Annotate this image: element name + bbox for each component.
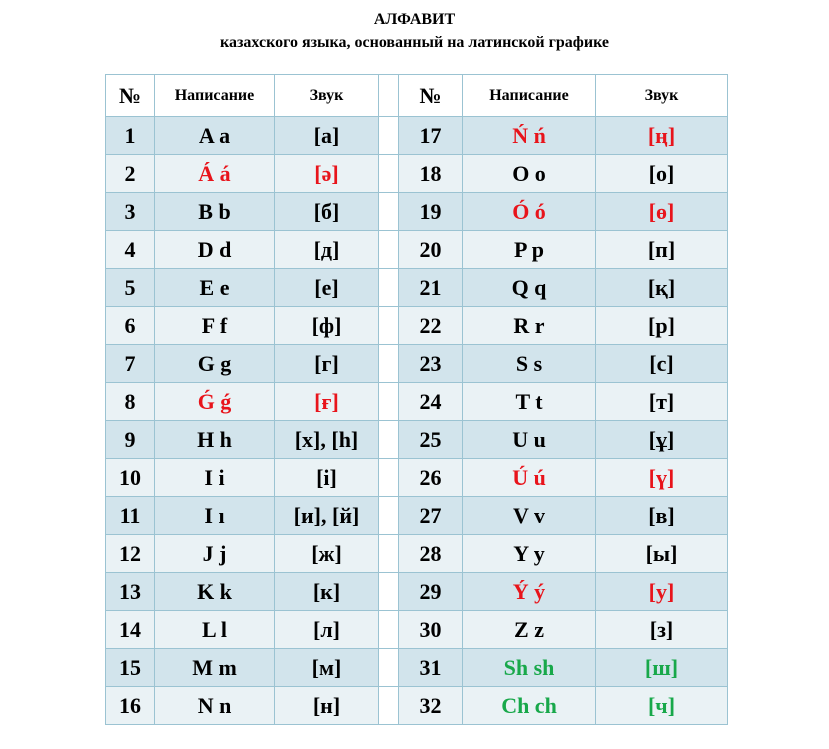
left-number-cell: 8 [106,383,155,421]
column-gap [379,345,399,383]
table-row [106,687,728,725]
column-gap [379,75,399,117]
right-letter-cell: P p [463,231,596,269]
left-number-cell: 1 [106,117,155,155]
left-number-cell: 5 [106,269,155,307]
table-row [106,535,728,573]
left-letter-cell: A a [155,117,275,155]
right-number-cell: 26 [399,459,463,497]
left-letter-cell: E e [155,269,275,307]
table-row [106,421,728,459]
left-letter-cell: I i [155,459,275,497]
left-sound-cell: [б] [275,193,379,231]
table-row [106,155,728,193]
left-number-cell: 16 [106,687,155,725]
left-number-cell: 4 [106,231,155,269]
table-row [106,117,728,155]
right-sound-cell: [в] [596,497,728,535]
right-number-cell: 23 [399,345,463,383]
right-letter-cell: U u [463,421,596,459]
left-letter-cell: H h [155,421,275,459]
left-letter-cell: F f [155,307,275,345]
right-sound-cell: [ч] [596,687,728,725]
left-number-cell: 10 [106,459,155,497]
left-sound-cell: [е] [275,269,379,307]
left-letter-cell: D d [155,231,275,269]
column-gap [379,421,399,459]
header-sound-right: Звук [596,75,728,117]
right-letter-cell: O o [463,155,596,193]
column-gap [379,611,399,649]
right-number-cell: 31 [399,649,463,687]
table-row [106,383,728,421]
right-letter-cell: Ó ó [463,193,596,231]
header-sound-left: Звук [275,75,379,117]
right-letter-cell: Y y [463,535,596,573]
right-number-cell: 22 [399,307,463,345]
left-number-cell: 7 [106,345,155,383]
column-gap [379,231,399,269]
header-number-right: № [399,75,463,117]
right-number-cell: 27 [399,497,463,535]
left-sound-cell: [г] [275,345,379,383]
left-letter-cell: K k [155,573,275,611]
right-letter-cell: Ý ý [463,573,596,611]
left-number-cell: 3 [106,193,155,231]
table-row [106,269,728,307]
left-sound-cell: [і] [275,459,379,497]
column-gap [379,383,399,421]
left-letter-cell: L l [155,611,275,649]
left-sound-cell: [ғ] [275,383,379,421]
right-letter-cell: Z z [463,611,596,649]
right-sound-cell: [ш] [596,649,728,687]
column-gap [379,117,399,155]
left-number-cell: 13 [106,573,155,611]
column-gap [379,497,399,535]
right-sound-cell: [о] [596,155,728,193]
right-number-cell: 32 [399,687,463,725]
right-sound-cell: [ы] [596,535,728,573]
column-gap [379,269,399,307]
table-row [106,231,728,269]
left-letter-cell: Á á [155,155,275,193]
right-sound-cell: [у] [596,573,728,611]
header-letter-left: Написание [155,75,275,117]
left-number-cell: 9 [106,421,155,459]
right-sound-cell: [қ] [596,269,728,307]
right-letter-cell: R r [463,307,596,345]
left-sound-cell: [ф] [275,307,379,345]
right-number-cell: 20 [399,231,463,269]
right-sound-cell: [р] [596,307,728,345]
left-letter-cell: B b [155,193,275,231]
right-number-cell: 18 [399,155,463,193]
right-number-cell: 19 [399,193,463,231]
right-number-cell: 29 [399,573,463,611]
table-row [106,459,728,497]
left-sound-cell: [и], [й] [275,497,379,535]
left-sound-cell: [н] [275,687,379,725]
table-row [106,573,728,611]
left-sound-cell: [а] [275,117,379,155]
right-sound-cell: [с] [596,345,728,383]
right-letter-cell: Sh sh [463,649,596,687]
left-sound-cell: [м] [275,649,379,687]
column-gap [379,193,399,231]
table-row [106,345,728,383]
table-row [106,497,728,535]
left-letter-cell: G g [155,345,275,383]
column-gap [379,573,399,611]
left-number-cell: 12 [106,535,155,573]
left-letter-cell: Ǵ ǵ [155,383,275,421]
right-letter-cell: S s [463,345,596,383]
right-number-cell: 17 [399,117,463,155]
right-sound-cell: [з] [596,611,728,649]
left-sound-cell: [ә] [275,155,379,193]
right-number-cell: 24 [399,383,463,421]
left-sound-cell: [ж] [275,535,379,573]
right-number-cell: 25 [399,421,463,459]
left-number-cell: 15 [106,649,155,687]
table-row [106,307,728,345]
right-letter-cell: Ú ú [463,459,596,497]
column-gap [379,155,399,193]
table-row [106,193,728,231]
column-gap [379,649,399,687]
right-letter-cell: Ń ń [463,117,596,155]
left-letter-cell: J j [155,535,275,573]
column-gap [379,459,399,497]
alphabet-table [105,74,728,725]
right-letter-cell: Ch ch [463,687,596,725]
left-number-cell: 11 [106,497,155,535]
right-sound-cell: [п] [596,231,728,269]
left-letter-cell: I ı [155,497,275,535]
table-header-row [106,75,728,117]
column-gap [379,687,399,725]
header-letter-right: Написание [463,75,596,117]
right-letter-cell: Q q [463,269,596,307]
right-number-cell: 21 [399,269,463,307]
header-number-left: № [106,75,155,117]
left-sound-cell: [х], [һ] [275,421,379,459]
right-sound-cell: [ө] [596,193,728,231]
table-row [106,611,728,649]
left-number-cell: 14 [106,611,155,649]
right-number-cell: 30 [399,611,463,649]
column-gap [379,535,399,573]
column-gap [379,307,399,345]
left-sound-cell: [д] [275,231,379,269]
table-row [106,649,728,687]
left-sound-cell: [л] [275,611,379,649]
left-number-cell: 2 [106,155,155,193]
left-letter-cell: N n [155,687,275,725]
right-sound-cell: [ң] [596,117,728,155]
left-number-cell: 6 [106,307,155,345]
page-title: АЛФАВИТ [373,11,456,28]
right-sound-cell: [т] [596,383,728,421]
page-subtitle: казахского языка, основанный на латинской графике [220,34,609,51]
left-letter-cell: M m [155,649,275,687]
right-sound-cell: [ұ] [596,421,728,459]
right-number-cell: 28 [399,535,463,573]
right-sound-cell: [ү] [596,459,728,497]
right-letter-cell: V v [463,497,596,535]
right-letter-cell: T t [463,383,596,421]
left-sound-cell: [к] [275,573,379,611]
